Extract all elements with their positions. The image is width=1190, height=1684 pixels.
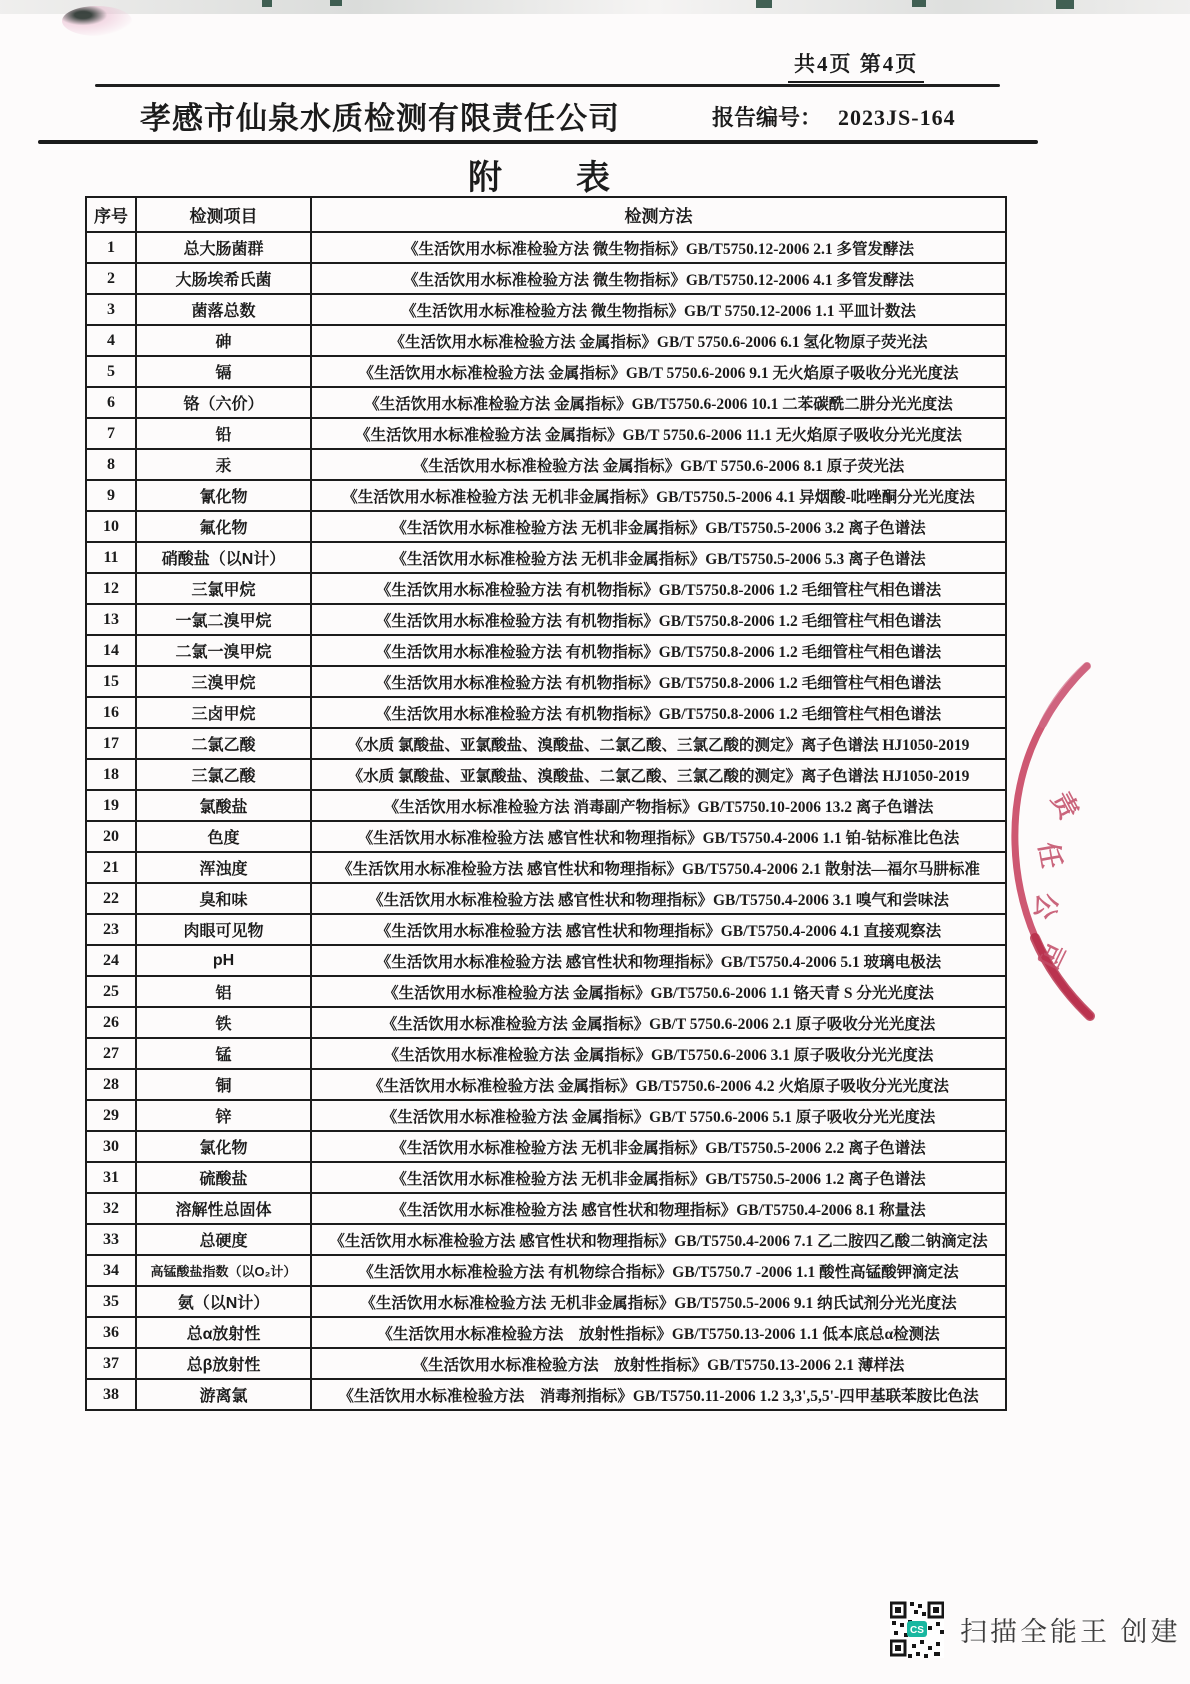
row-method: 《生活饮用水标准检验方法 有机物指标》GB/T5750.8-2006 1.2 毛细管柱气相色谱法 xyxy=(311,635,1006,666)
table-row xyxy=(86,697,1006,728)
scan-artifact xyxy=(62,6,132,36)
table-row xyxy=(86,449,1006,480)
row-item: 总大肠菌群 xyxy=(136,232,311,263)
table-row xyxy=(86,1379,1006,1410)
table-row xyxy=(86,418,1006,449)
scanner-credit-label: 扫描全能王 创建 xyxy=(960,1616,1181,1647)
row-method: 《生活饮用水标准检验方法 无机非金属指标》GB/T5750.5-2006 2.2 离子色谱法 xyxy=(311,1131,1006,1162)
table-row xyxy=(86,728,1006,759)
row-no: 12 xyxy=(86,573,136,604)
table-row xyxy=(86,573,1006,604)
table-row xyxy=(86,511,1006,542)
table-row xyxy=(86,542,1006,573)
row-item: 铬（六价） xyxy=(136,387,311,418)
row-method: 《生活饮用水标准检验方法 金属指标》GB/T5750.6-2006 1.1 铬天青 S 分光光度法 xyxy=(311,976,1006,1007)
row-item: 氨（以N计） xyxy=(136,1286,311,1317)
row-item: 菌落总数 xyxy=(136,294,311,325)
company-name: 孝感市仙泉水质检测有限责任公司 xyxy=(140,101,620,136)
row-no: 16 xyxy=(86,697,136,728)
row-no: 37 xyxy=(86,1348,136,1379)
row-no: 17 xyxy=(86,728,136,759)
table-row xyxy=(86,1348,1006,1379)
method-table-body xyxy=(86,232,1006,1410)
row-method: 《生活饮用水标准检验方法 有机物指标》GB/T5750.8-2006 1.2 毛细管柱气相色谱法 xyxy=(311,697,1006,728)
row-item: pH xyxy=(136,945,311,976)
row-method: 《生活饮用水标准检验方法 有机物指标》GB/T5750.8-2006 1.2 毛细管柱气相色谱法 xyxy=(311,573,1006,604)
row-item: 锌 xyxy=(136,1100,311,1131)
row-no: 31 xyxy=(86,1162,136,1193)
seal-char: 司 xyxy=(1032,937,1071,974)
table-row xyxy=(86,945,1006,976)
row-no: 29 xyxy=(86,1100,136,1131)
row-no: 15 xyxy=(86,666,136,697)
row-no: 8 xyxy=(86,449,136,480)
col-header-item: 检测项目 xyxy=(136,197,311,232)
row-no: 19 xyxy=(86,790,136,821)
row-item: 臭和味 xyxy=(136,883,311,914)
seal-char: 公 xyxy=(1029,891,1063,922)
row-item: 总硬度 xyxy=(136,1224,311,1255)
row-item: 总β放射性 xyxy=(136,1348,311,1379)
scanner-credit xyxy=(890,1600,1181,1658)
row-method: 《生活饮用水标准检验方法 金属指标》GB/T 5750.6-2006 6.1 氢化物原子荧光法 xyxy=(311,325,1006,356)
table-row xyxy=(86,914,1006,945)
row-no: 25 xyxy=(86,976,136,1007)
row-item: 氟化物 xyxy=(136,511,311,542)
table-row xyxy=(86,263,1006,294)
header-divider-top xyxy=(95,84,1000,87)
row-method: 《生活饮用水标准检验方法 无机非金属指标》GB/T5750.5-2006 3.2 离子色谱法 xyxy=(311,511,1006,542)
table-row xyxy=(86,1131,1006,1162)
row-item: 游离氯 xyxy=(136,1379,311,1410)
seal-text xyxy=(1029,787,1085,974)
col-header-no: 序号 xyxy=(86,197,136,232)
row-method: 《生活饮用水标准检验方法 感官性状和物理指标》GB/T5750.4-2006 5.1 玻璃电极法 xyxy=(311,945,1006,976)
row-no: 24 xyxy=(86,945,136,976)
row-no: 6 xyxy=(86,387,136,418)
row-item: 硫酸盐 xyxy=(136,1162,311,1193)
row-item: 一氯二溴甲烷 xyxy=(136,604,311,635)
row-method: 《生活饮用水标准检验方法 无机非金属指标》GB/T5750.5-2006 9.1 纳氏试剂分光光度法 xyxy=(311,1286,1006,1317)
row-method: 《生活饮用水标准检验方法 感官性状和物理指标》GB/T5750.4-2006 7.1 乙二胺四乙酸二钠滴定法 xyxy=(311,1224,1006,1255)
row-item: 氰化物 xyxy=(136,480,311,511)
page-title: 附 表 xyxy=(468,159,612,197)
scan-noise-strip xyxy=(0,0,1190,14)
row-method: 《生活饮用水标准检验方法 微生物指标》GB/T5750.12-2006 2.1 多管发酵法 xyxy=(311,232,1006,263)
scan-artifact xyxy=(330,0,342,6)
row-method: 《水质 氯酸盐、亚氯酸盐、溴酸盐、二氯乙酸、三氯乙酸的测定》离子色谱法 HJ1050-2019 xyxy=(311,759,1006,790)
table-row xyxy=(86,1224,1006,1255)
row-method: 《生活饮用水标准检验方法 金属指标》GB/T5750.6-2006 3.1 原子吸收分光光度法 xyxy=(311,1038,1006,1069)
row-no: 21 xyxy=(86,852,136,883)
table-row xyxy=(86,232,1006,263)
row-method: 《生活饮用水标准检验方法 有机物综合指标》GB/T5750.7 -2006 1.1 酸性高锰酸钾滴定法 xyxy=(311,1255,1006,1286)
row-method: 《生活饮用水标准检验方法 放射性指标》GB/T5750.13-2006 1.1 低本底总α检测法 xyxy=(311,1317,1006,1348)
table-row xyxy=(86,1100,1006,1131)
row-method: 《生活饮用水标准检验方法 无机非金属指标》GB/T5750.5-2006 1.2 离子色谱法 xyxy=(311,1162,1006,1193)
table-row xyxy=(86,1038,1006,1069)
row-item: 总α放射性 xyxy=(136,1317,311,1348)
qr-code xyxy=(890,1600,944,1658)
row-item: 铅 xyxy=(136,418,311,449)
qr-badge-label: CS xyxy=(910,1625,924,1636)
report-number-value: 2023JS-164 xyxy=(838,105,956,130)
row-no: 18 xyxy=(86,759,136,790)
scan-artifact xyxy=(262,0,272,7)
row-no: 36 xyxy=(86,1317,136,1348)
table-row xyxy=(86,1162,1006,1193)
table-row xyxy=(86,1317,1006,1348)
row-method: 《生活饮用水标准检验方法 金属指标》GB/T 5750.6-2006 8.1 原子荧光法 xyxy=(311,449,1006,480)
row-method: 《生活饮用水标准检验方法 金属指标》GB/T 5750.6-2006 5.1 原子吸收分光光度法 xyxy=(311,1100,1006,1131)
row-item: 肉眼可见物 xyxy=(136,914,311,945)
row-method: 《生活饮用水标准检验方法 金属指标》GB/T5750.6-2006 10.1 二苯碳酰二肼分光光度法 xyxy=(311,387,1006,418)
row-no: 35 xyxy=(86,1286,136,1317)
row-no: 32 xyxy=(86,1193,136,1224)
row-item: 二氯一溴甲烷 xyxy=(136,635,311,666)
table-row xyxy=(86,883,1006,914)
scan-artifact xyxy=(1056,0,1074,9)
row-no: 22 xyxy=(86,883,136,914)
test-methods-table xyxy=(85,196,1007,1411)
header-divider-bottom xyxy=(38,140,1038,144)
table-row xyxy=(86,635,1006,666)
table-row xyxy=(86,790,1006,821)
row-no: 27 xyxy=(86,1038,136,1069)
row-no: 34 xyxy=(86,1255,136,1286)
report-number xyxy=(712,101,956,132)
row-no: 7 xyxy=(86,418,136,449)
row-item: 三氯甲烷 xyxy=(136,573,311,604)
row-method: 《生活饮用水标准检验方法 感官性状和物理指标》GB/T5750.4-2006 8.1 称量法 xyxy=(311,1193,1006,1224)
table-row xyxy=(86,666,1006,697)
table-row xyxy=(86,356,1006,387)
row-no: 13 xyxy=(86,604,136,635)
table-row xyxy=(86,1286,1006,1317)
report-number-label: 报告编号： xyxy=(712,105,823,130)
row-method: 《生活饮用水标准检验方法 金属指标》GB/T5750.6-2006 4.2 火焰原子吸收分光光度法 xyxy=(311,1069,1006,1100)
col-header-method: 检测方法 xyxy=(311,197,1006,232)
row-no: 4 xyxy=(86,325,136,356)
row-no: 3 xyxy=(86,294,136,325)
row-method: 《生活饮用水标准检验方法 感官性状和物理指标》GB/T5750.4-2006 3.1 嗅气和尝味法 xyxy=(311,883,1006,914)
seal-arc xyxy=(995,648,1125,1038)
qr-code-icon xyxy=(890,1600,944,1658)
table-row xyxy=(86,1007,1006,1038)
row-item: 色度 xyxy=(136,821,311,852)
row-no: 14 xyxy=(86,635,136,666)
row-no: 23 xyxy=(86,914,136,945)
page-count-label: 共4页 第4页 xyxy=(788,48,924,86)
table-row xyxy=(86,1193,1006,1224)
row-no: 33 xyxy=(86,1224,136,1255)
row-item: 镉 xyxy=(136,356,311,387)
row-item: 高锰酸盐指数（以O₂计） xyxy=(136,1255,311,1286)
row-no: 1 xyxy=(86,232,136,263)
table-row xyxy=(86,1069,1006,1100)
row-item: 二氯乙酸 xyxy=(136,728,311,759)
row-item: 铜 xyxy=(136,1069,311,1100)
row-method: 《生活饮用水标准检验方法 有机物指标》GB/T5750.8-2006 1.2 毛细管柱气相色谱法 xyxy=(311,666,1006,697)
row-method: 《水质 氯酸盐、亚氯酸盐、溴酸盐、二氯乙酸、三氯乙酸的测定》离子色谱法 HJ1050-2019 xyxy=(311,728,1006,759)
table-row xyxy=(86,852,1006,883)
row-item: 铁 xyxy=(136,1007,311,1038)
table-row xyxy=(86,1255,1006,1286)
row-item: 氯化物 xyxy=(136,1131,311,1162)
row-method: 《生活饮用水标准检验方法 无机非金属指标》GB/T5750.5-2006 5.3 离子色谱法 xyxy=(311,542,1006,573)
table-row xyxy=(86,604,1006,635)
table-row xyxy=(86,976,1006,1007)
row-method: 《生活饮用水标准检验方法 感官性状和物理指标》GB/T5750.4-2006 2.1 散射法—福尔马肼标准 xyxy=(311,852,1006,883)
company-seal-stamp xyxy=(995,648,1125,1038)
row-no: 20 xyxy=(86,821,136,852)
table-row xyxy=(86,387,1006,418)
row-item: 三卤甲烷 xyxy=(136,697,311,728)
row-item: 锰 xyxy=(136,1038,311,1069)
row-no: 26 xyxy=(86,1007,136,1038)
row-item: 三溴甲烷 xyxy=(136,666,311,697)
table-row xyxy=(86,759,1006,790)
row-item: 硝酸盐（以N计） xyxy=(136,542,311,573)
row-item: 汞 xyxy=(136,449,311,480)
row-method: 《生活饮用水标准检验方法 金属指标》GB/T 5750.6-2006 11.1 无火焰原子吸收分光光度法 xyxy=(311,418,1006,449)
row-no: 30 xyxy=(86,1131,136,1162)
row-method: 《生活饮用水标准检验方法 微生物指标》GB/T5750.12-2006 4.1 多管发酵法 xyxy=(311,263,1006,294)
table-row xyxy=(86,480,1006,511)
row-item: 氯酸盐 xyxy=(136,790,311,821)
row-item: 浑浊度 xyxy=(136,852,311,883)
row-no: 28 xyxy=(86,1069,136,1100)
row-no: 5 xyxy=(86,356,136,387)
row-method: 《生活饮用水标准检验方法 放射性指标》GB/T5750.13-2006 2.1 薄样法 xyxy=(311,1348,1006,1379)
table-row xyxy=(86,325,1006,356)
row-no: 38 xyxy=(86,1379,136,1410)
scan-artifact xyxy=(912,0,926,7)
row-item: 三氯乙酸 xyxy=(136,759,311,790)
table-row xyxy=(86,294,1006,325)
row-method: 《生活饮用水标准检验方法 消毒剂指标》GB/T5750.11-2006 1.2 3,3',5,5'-四甲基联苯胺比色法 xyxy=(311,1379,1006,1410)
row-item: 大肠埃希氏菌 xyxy=(136,263,311,294)
row-item: 溶解性总固体 xyxy=(136,1193,311,1224)
row-no: 10 xyxy=(86,511,136,542)
row-method: 《生活饮用水标准检验方法 感官性状和物理指标》GB/T5750.4-2006 1.1 铂-钴标准比色法 xyxy=(311,821,1006,852)
scan-artifact xyxy=(756,0,772,8)
row-no: 11 xyxy=(86,542,136,573)
row-method: 《生活饮用水标准检验方法 无机非金属指标》GB/T5750.5-2006 4.1 异烟酸-吡唑酮分光光度法 xyxy=(311,480,1006,511)
row-method: 《生活饮用水标准检验方法 金属指标》GB/T 5750.6-2006 2.1 原子吸收分光光度法 xyxy=(311,1007,1006,1038)
row-item: 砷 xyxy=(136,325,311,356)
row-method: 《生活饮用水标准检验方法 微生物指标》GB/T 5750.12-2006 1.1 平皿计数法 xyxy=(311,294,1006,325)
row-method: 《生活饮用水标准检验方法 有机物指标》GB/T5750.8-2006 1.2 毛细管柱气相色谱法 xyxy=(311,604,1006,635)
row-method: 《生活饮用水标准检验方法 感官性状和物理指标》GB/T5750.4-2006 4.1 直接观察法 xyxy=(311,914,1006,945)
seal-char: 责 xyxy=(1045,786,1085,824)
seal-char: 任 xyxy=(1033,839,1068,871)
row-method: 《生活饮用水标准检验方法 消毒副产物指标》GB/T5750.10-2006 13.2 离子色谱法 xyxy=(311,790,1006,821)
table-row xyxy=(86,821,1006,852)
row-item: 铝 xyxy=(136,976,311,1007)
row-method: 《生活饮用水标准检验方法 金属指标》GB/T 5750.6-2006 9.1 无火焰原子吸收分光光度法 xyxy=(311,356,1006,387)
row-no: 2 xyxy=(86,263,136,294)
table-header-row xyxy=(86,197,1006,232)
row-no: 9 xyxy=(86,480,136,511)
